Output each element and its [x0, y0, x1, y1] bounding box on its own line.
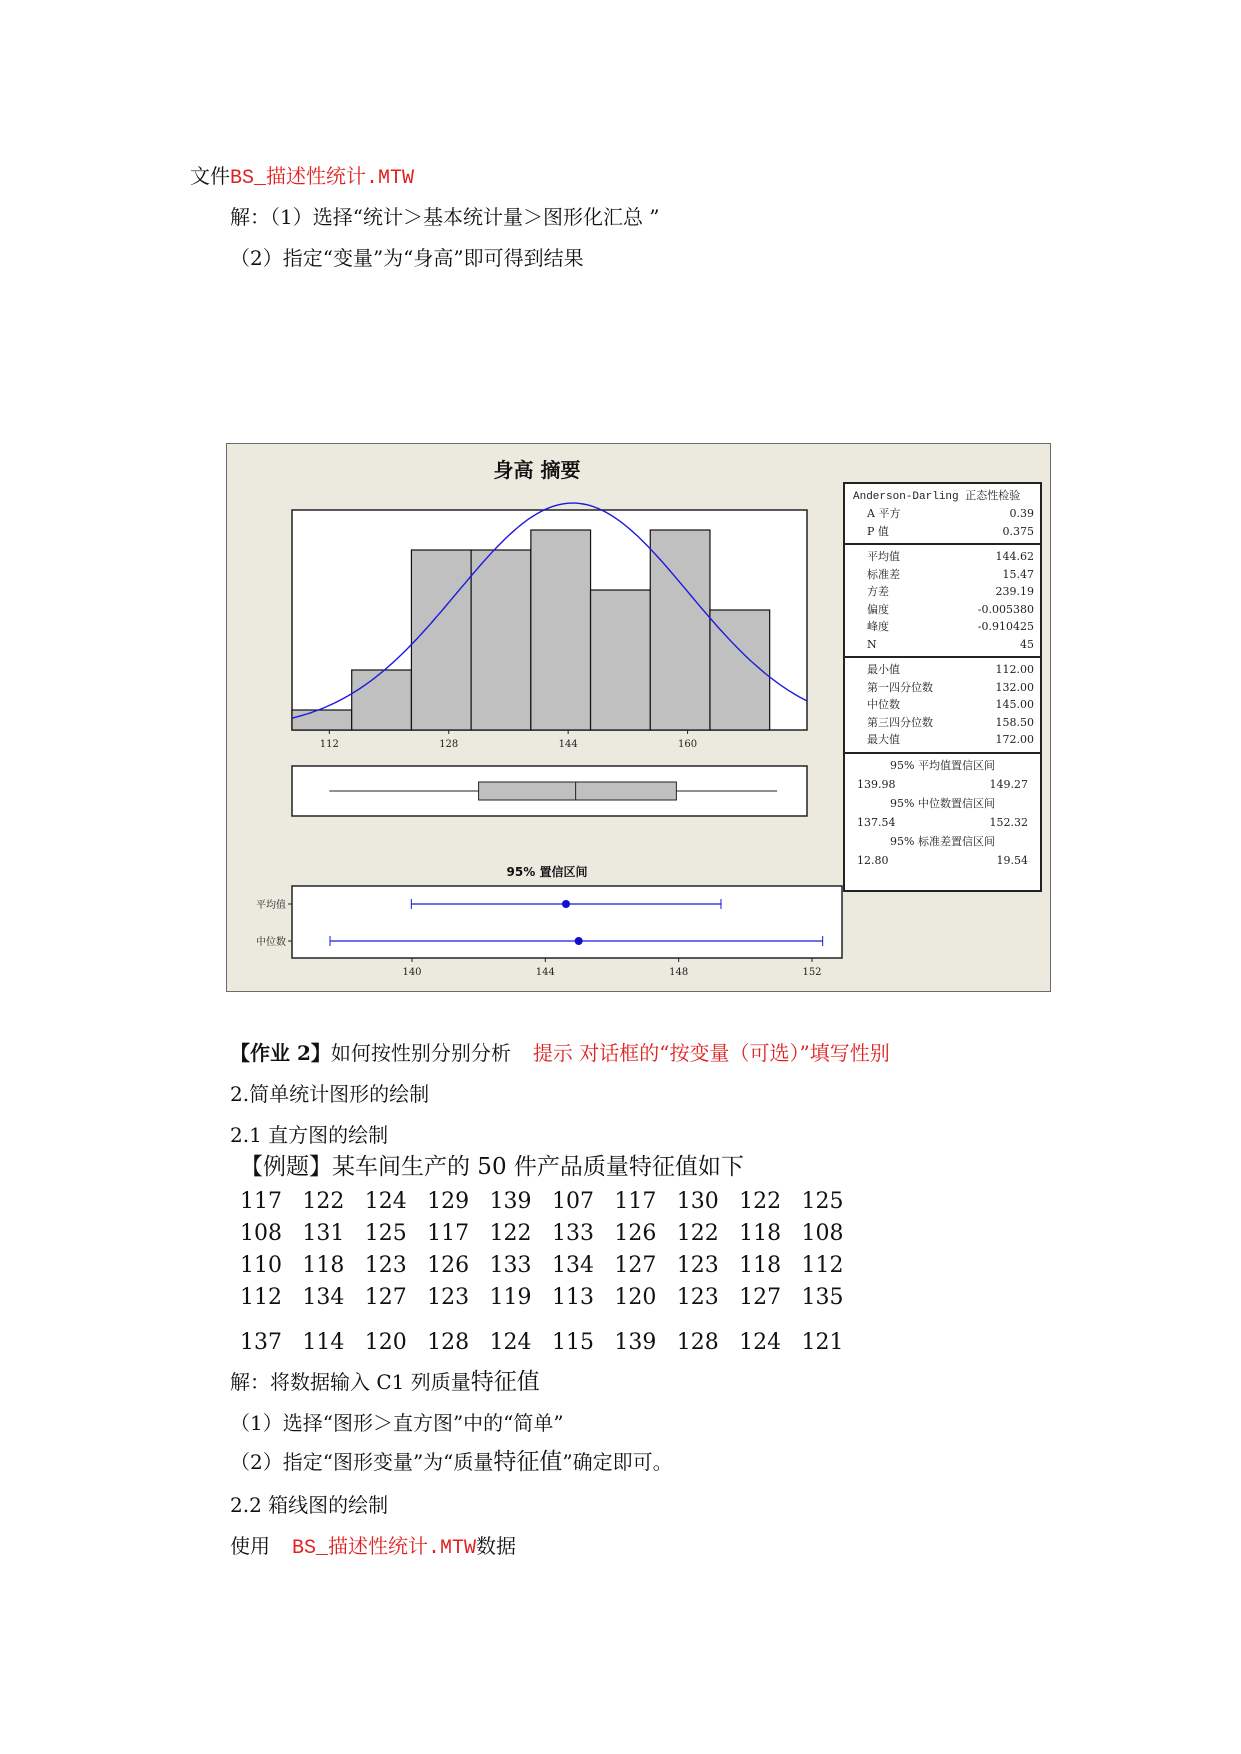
table-cell: 107	[551, 1188, 594, 1214]
histogram-bar	[591, 590, 651, 730]
ad-row: A 平方 0.39	[867, 507, 1034, 520]
table-cell: 126	[614, 1220, 657, 1246]
table-row	[240, 1313, 864, 1355]
boxplot	[292, 766, 807, 816]
box-iqr	[479, 782, 677, 800]
x-tick-label: 144	[558, 739, 578, 750]
table-cell: 130	[676, 1188, 719, 1214]
table-cell: 131	[302, 1220, 345, 1246]
table-cell: 135	[801, 1284, 844, 1310]
table-cell: 123	[676, 1284, 719, 1310]
table-cell: 124	[489, 1330, 532, 1355]
x-tick-label: 140	[402, 967, 422, 978]
ci-median-title: 95% 中位数置信区间	[890, 796, 995, 810]
homework-text: 如何按性别分别分析	[330, 1041, 511, 1065]
ci-section	[845, 754, 1040, 874]
solution-emph: 特征值	[470, 1369, 540, 1395]
x-tick-label: 128	[439, 739, 459, 750]
table-cell: 122	[489, 1220, 532, 1246]
table-cell: 134	[302, 1284, 345, 1310]
confidence-interval-plot	[256, 886, 842, 978]
ci-sd-row: 12.80 19.54	[857, 853, 1028, 867]
step1-text: 解：（1）选择“统计＞基本统计量＞图形化汇总 ”	[230, 205, 660, 229]
table-cell: 108	[801, 1220, 844, 1246]
x-tick-label: 160	[678, 739, 698, 750]
histogram-bar	[352, 670, 412, 730]
step2-text: （2）指定“变量”为“身高”即可得到结果	[230, 246, 584, 270]
table-cell: 123	[676, 1252, 719, 1278]
stat-row: 中位数 145.00	[867, 698, 1034, 711]
table-cell: 123	[364, 1252, 407, 1278]
table-cell: 133	[551, 1220, 594, 1246]
histogram-bar	[650, 530, 710, 730]
table-cell: 127	[614, 1252, 657, 1278]
ci-plot-title: 95% 置信区间	[506, 865, 588, 879]
solution-line	[230, 1370, 540, 1394]
table-cell: 122	[676, 1220, 719, 1246]
solution-step2	[230, 1450, 673, 1474]
table-cell: 120	[614, 1284, 657, 1310]
file-line	[190, 164, 414, 191]
ad-section	[845, 484, 1040, 545]
histogram	[292, 503, 807, 750]
ad-row: P 值 0.375	[867, 524, 1034, 538]
quantiles-section	[845, 658, 1040, 754]
table-cell: 117	[427, 1220, 470, 1246]
table-cell: 121	[801, 1330, 844, 1355]
table-cell: 129	[427, 1188, 470, 1214]
table-row	[240, 1185, 864, 1217]
table-cell: 117	[614, 1188, 657, 1214]
graphical-summary-figure	[226, 443, 1051, 992]
section-2-1-heading: 2.1 直方图的绘制	[230, 1123, 389, 1147]
table-cell: 137	[240, 1330, 282, 1355]
histogram-bar	[411, 550, 471, 730]
stat-row: N 45	[867, 637, 1034, 651]
statistics-panel	[843, 482, 1042, 892]
table-row	[240, 1217, 864, 1249]
stat-row: 标准差 15.47	[867, 567, 1034, 581]
stat-row: 第三四分位数 158.50	[867, 715, 1034, 729]
x-tick-label: 148	[669, 967, 689, 978]
use-file-name: BS_描述性统计.MTW	[292, 1537, 477, 1560]
table-cell: 128	[676, 1330, 719, 1355]
table-cell: 124	[739, 1330, 782, 1355]
ad-header: Anderson-Darling 正态性检验	[853, 491, 1021, 503]
stat-row: 最小值 112.00	[867, 663, 1034, 676]
x-tick-label: 152	[802, 967, 822, 978]
table-cell: 122	[302, 1188, 345, 1214]
table-cell: 118	[739, 1220, 782, 1246]
file-prefix: 文件	[190, 164, 230, 188]
table-cell: 118	[739, 1252, 782, 1278]
table-cell: 119	[489, 1284, 532, 1310]
section-2-heading: 2.简单统计图形的绘制	[230, 1082, 430, 1106]
stat-row: 偏度 -0.005380	[867, 602, 1034, 616]
stat-row: 方差 239.19	[867, 585, 1034, 598]
figure-title: 身高 摘要	[493, 458, 581, 482]
ci-mean-row: 139.98 149.27	[857, 777, 1028, 791]
quality-data-table	[240, 1185, 864, 1355]
ci-frame	[292, 886, 842, 958]
histogram-bar	[471, 550, 531, 730]
histogram-bar	[531, 530, 591, 730]
example-heading: 【例题】某车间生产的 50 件产品质量特征值如下	[240, 1154, 744, 1180]
ci-median-row: 137.54 152.32	[857, 815, 1028, 829]
table-cell: 139	[489, 1188, 532, 1214]
table-cell: 112	[801, 1252, 844, 1278]
table-cell: 133	[489, 1252, 532, 1278]
table-cell: 134	[551, 1252, 594, 1278]
table-cell: 120	[364, 1330, 407, 1355]
table-cell: 118	[302, 1252, 345, 1278]
table-row	[240, 1281, 864, 1313]
ci-row-label: 中位数	[256, 937, 286, 948]
ci-sd-title: 95% 标准差置信区间	[890, 834, 995, 848]
stat-row: 平均值 144.62	[867, 550, 1034, 563]
use-suffix: 数据	[476, 1534, 517, 1558]
solution-prefix: 解：将数据输入 C1 列质量	[230, 1370, 471, 1394]
table-row	[240, 1249, 864, 1281]
table-cell: 124	[364, 1188, 407, 1214]
table-cell: 114	[302, 1330, 345, 1355]
table-cell: 126	[427, 1252, 470, 1278]
table-cell: 123	[427, 1284, 470, 1310]
solution-step2-emph: 特征值	[493, 1449, 563, 1475]
table-cell: 139	[614, 1330, 657, 1355]
table-cell: 122	[739, 1188, 782, 1214]
stat-row: 第一四分位数 132.00	[867, 680, 1034, 694]
ci-mean-title: 95% 平均值置信区间	[890, 758, 995, 772]
table-cell: 127	[739, 1284, 782, 1310]
stat-row: 最大值 172.00	[867, 733, 1034, 746]
table-cell: 108	[240, 1220, 282, 1246]
solution-step2-b: ”确定即可。	[562, 1450, 673, 1474]
table-cell: 110	[240, 1252, 282, 1278]
table-cell: 115	[551, 1330, 594, 1355]
file-name: BS_描述性统计.MTW	[230, 167, 415, 190]
histogram-bar	[292, 710, 352, 730]
stat-row: 峰度 -0.910425	[867, 620, 1034, 633]
table-cell: 117	[240, 1188, 282, 1214]
moments-section	[845, 545, 1040, 658]
table-cell: 127	[364, 1284, 407, 1310]
use-prefix: 使用	[230, 1534, 270, 1558]
ci-point	[562, 900, 570, 908]
table-cell: 112	[240, 1284, 282, 1310]
ci-row-label: 平均值	[256, 900, 286, 911]
homework-hint: 提示 对话框的“按变量（可选）”填写性别	[532, 1041, 890, 1065]
homework-label: 【作业 2】	[230, 1041, 331, 1065]
x-tick-label: 112	[319, 739, 339, 750]
table-cell: 113	[551, 1284, 594, 1310]
ci-point	[575, 937, 583, 945]
table-cell: 125	[801, 1188, 844, 1214]
use-data-line	[230, 1534, 516, 1561]
x-tick-label: 144	[535, 967, 555, 978]
homework-line	[230, 1041, 890, 1065]
table-cell: 125	[364, 1220, 407, 1246]
solution-step2-a: （2）指定“图形变量”为“质量	[230, 1450, 494, 1474]
section-2-2-heading: 2.2 箱线图的绘制	[230, 1493, 389, 1517]
solution-step1: （1）选择“图形＞直方图”中的“简单”	[230, 1411, 564, 1435]
table-cell: 128	[427, 1330, 470, 1355]
